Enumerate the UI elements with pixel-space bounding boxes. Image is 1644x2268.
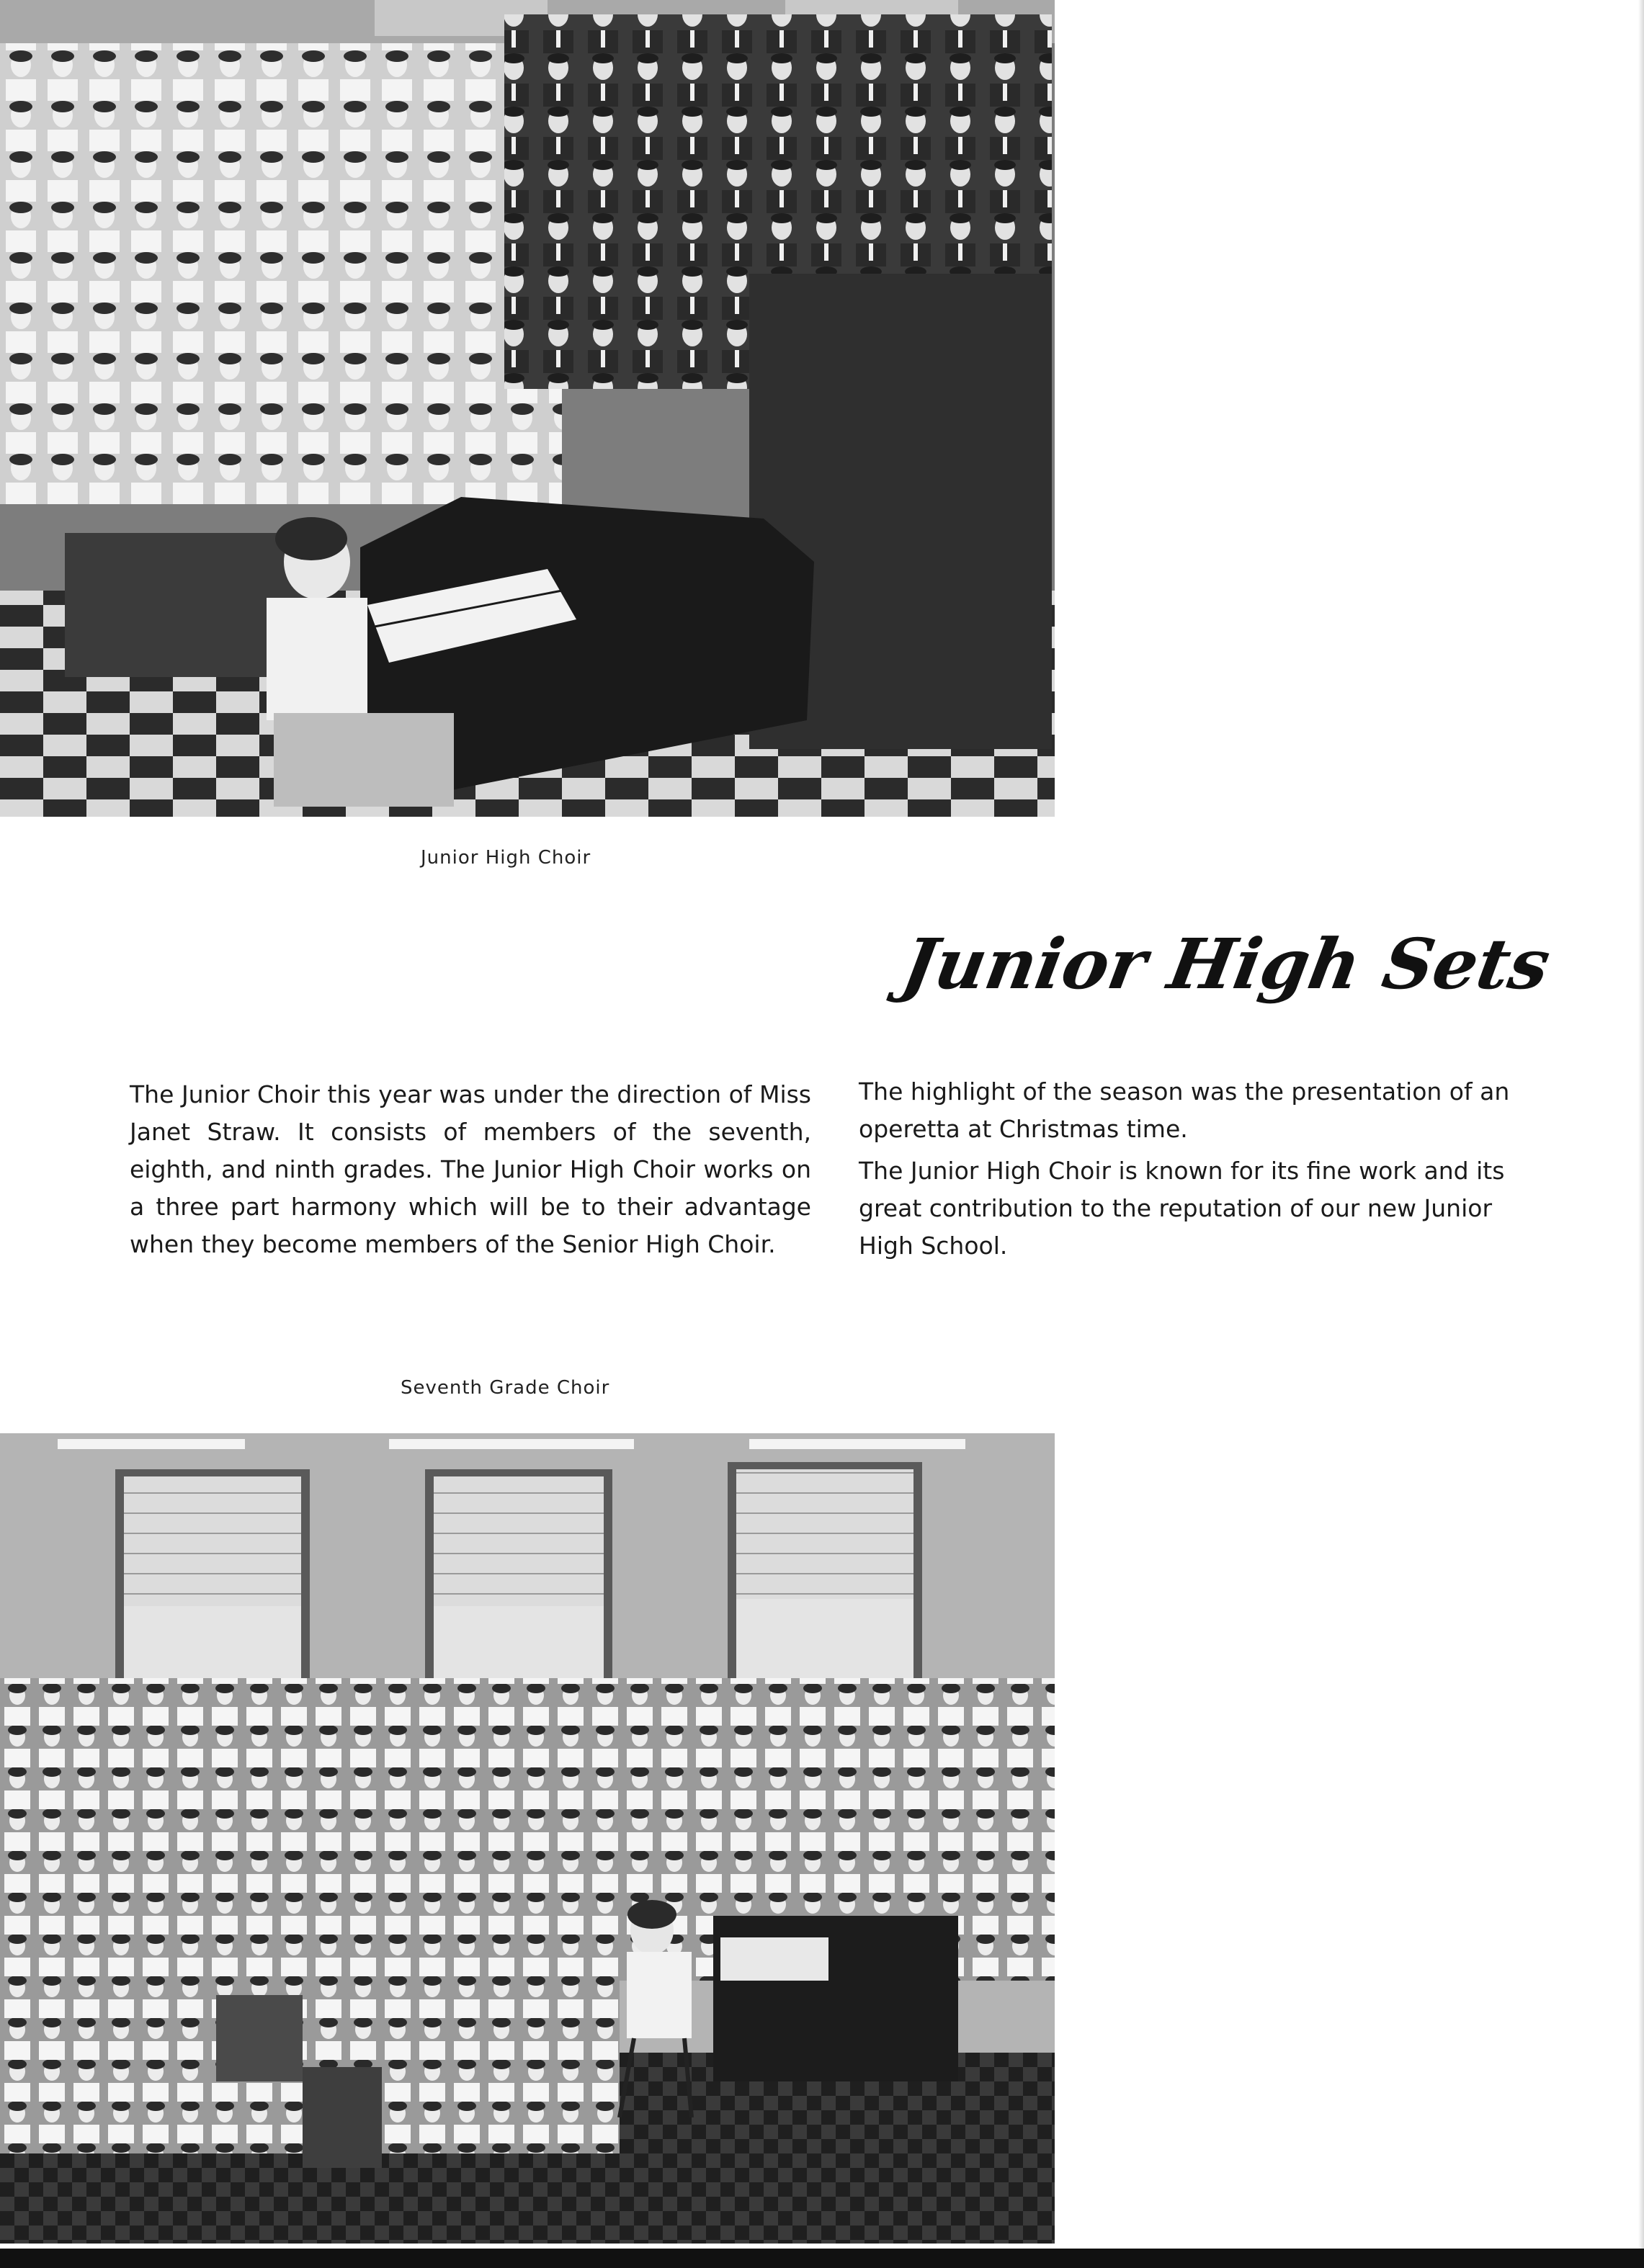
seventh-grade-choir-photo	[0, 1433, 1055, 2244]
photo-caption-bottom: Seventh Grade Choir	[401, 1377, 610, 1399]
group-photo-icon	[0, 1433, 1055, 2244]
body-text-right	[859, 1073, 1539, 1269]
photo-caption-top: Junior High Choir	[421, 847, 591, 869]
page-title: Junior High Sets	[896, 923, 1556, 1005]
page-bottom-edge	[0, 2249, 1644, 2268]
paragraph: The Junior High Choir is known for its fine work and its great contribution to the reputation of our new Junior High School.	[859, 1157, 1505, 1260]
page-edge-shadow	[1638, 0, 1644, 2249]
paragraph: The highlight of the season was the presentation of an operetta at Christmas time.	[859, 1077, 1510, 1143]
group-photo-icon	[0, 0, 1055, 817]
junior-high-choir-photo	[0, 0, 1055, 817]
body-text-left: The Junior Choir this year was under the direction of Miss Janet Straw. It consists of members of the seventh, eighth, and ninth grades. The Junior High Choir works on a three part harmony which will be to their advantage when they become members of the Senior High Choir.	[130, 1080, 811, 1258]
